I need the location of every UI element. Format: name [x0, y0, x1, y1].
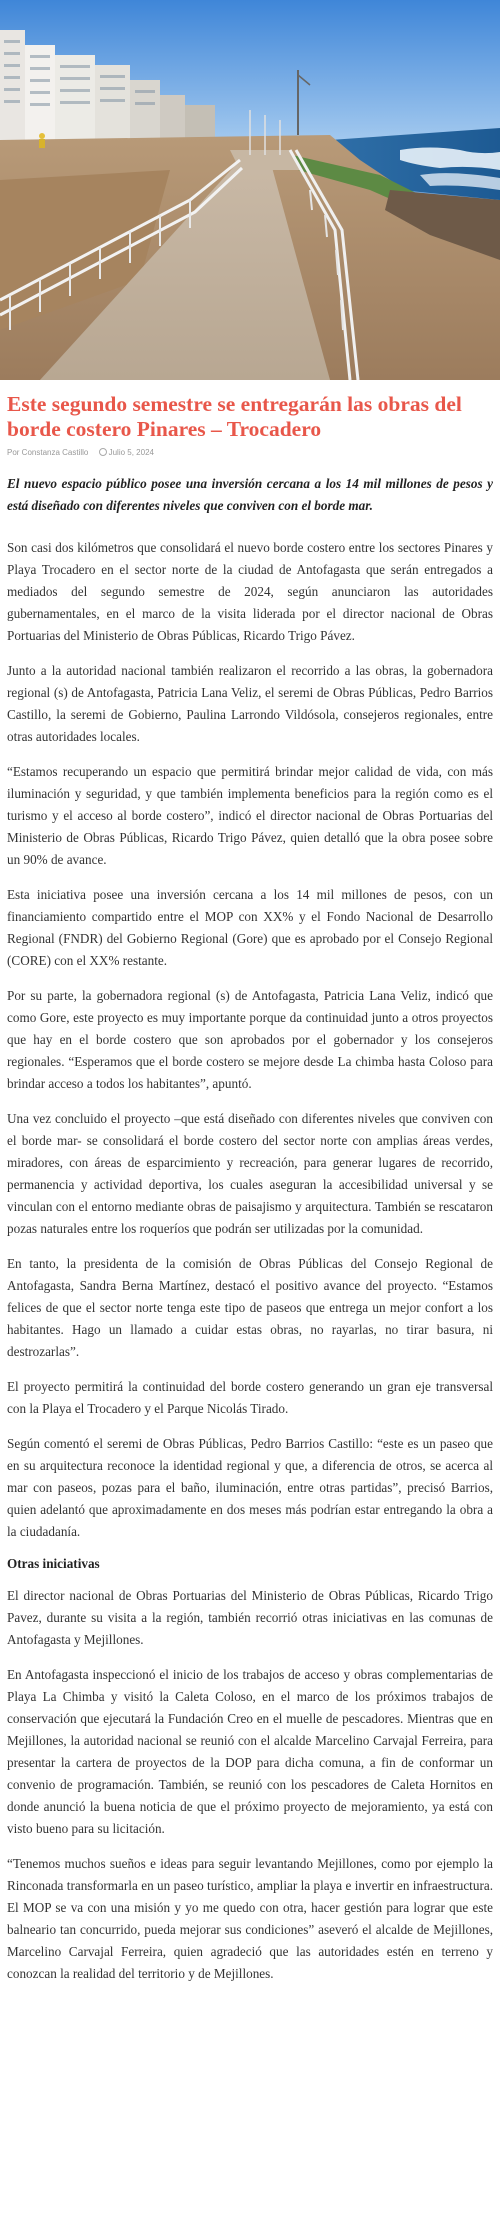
paragraph: Una vez concluido el proyecto –que está diseñado con diferentes niveles que conviven con el borde mar- se consolidará el borde costero del sector norte con amplias áreas verdes, miradores, con áreas de esparcimiento y recreación, para generar lugares de recorrido, permanencia y actividad deportiva, los cuales aseguran la accesibilidad universal y se vinculan con el entorno mediante obras de paisajismo y arquitectura. También se rescataron pozas naturales entre los roqueríos que podrán ser utilizadas por la comunidad.: [7, 1111, 493, 1236]
paragraph: El director nacional de Obras Portuarias del Ministerio de Obras Públicas, Ricardo Trigo Pavez, durante su visita a la región, también recorrió otras iniciativas en las comunas de Antofagasta y Mejillones.: [7, 1588, 493, 1647]
paragraph: Esta iniciativa posee una inversión cercana a los 14 mil millones de pesos, con un financiamiento compartido entre el MOP con XX% y el Fondo Nacional de Desarrollo Regional (FNDR) del Gobierno Regional (Gore) que es aprobado por el Consejo Regional (CORE) con el XX% restante.: [7, 887, 493, 968]
hero-photo: [0, 0, 500, 380]
article-body: [0, 392, 500, 2018]
article-lead: El nuevo espacio público posee una inversión cercana a los 14 mil millones de pesos y está diseñado con diferentes niveles que conviven con el borde mar.: [7, 476, 493, 513]
article-title[interactable]: Este segundo semestre se entregarán las obras del borde costero Pinares – Trocadero: [7, 392, 462, 441]
paragraph: Son casi dos kilómetros que consolidará el nuevo borde costero entre los sectores Pinares y Playa Trocadero en el sector norte de la ciudad de Antofagasta que serán entregados a mediados del segundo semestre de 2024, según anunciaron las autoridades gubernamentales, en el marco de la visita liderada por el director nacional de Obras Portuarias del Ministerio de Obras Públicas, Ricardo Trigo Pávez.: [7, 540, 493, 643]
coastal-promenade-image: [0, 0, 500, 380]
author[interactable]: Por Constanza Castillo: [7, 448, 89, 457]
paragraph: El proyecto permitirá la continuidad del borde costero generando un gran eje transversal con la Playa el Trocadero y el Parque Nicolás Tirado.: [7, 1379, 493, 1416]
date-text: Julio 5, 2024: [108, 448, 154, 457]
paragraph: “Estamos recuperando un espacio que permitirá brindar mejor calidad de vida, con más iluminación y seguridad, y que también implementa beneficios para la región como es el turismo y el acceso al borde costero”, indicó el director nacional de Obras Portuarias del Ministerio de Obras Públicas, Ricardo Trigo Pávez, quien detalló que la obra posee sobre un 90% de avance.: [7, 764, 493, 867]
paragraph: En tanto, la presidenta de la comisión de Obras Públicas del Consejo Regional de Antofagasta, Sandra Berna Martínez, destacó el positivo avance del proyecto. “Estamos felices de que el sector norte tenga este tipo de paseos que entrega un mejor confort a los habitantes. Hago un llamado a cuidar estas obras, no rayarlas, no tirar basura, ni destrozarlas”.: [7, 1256, 493, 1359]
section-heading: Otras iniciativas: [7, 1556, 100, 1571]
paragraph: “Tenemos muchos sueños e ideas para seguir levantando Mejillones, como por ejemplo la Rinconada transformarla en un paseo turístico, ampliar la playa e invertir en infraestructura. El MOP se va con una misión y yo me quedo con otra, hacer gestión para lograr que este balneario tan concurrido, pueda mejorar sus condiciones” aseveró el alcalde de Mejillones, Marcelino Carvajal Ferreira, quien agradeció que las autoridades estén en terreno y conozcan la realidad del territorio y de Mejillones.: [7, 1856, 493, 1981]
paragraph: En Antofagasta inspeccionó el inicio de los trabajos de acceso y obras complementarias de Playa La Chimba y visitó la Caleta Coloso, en el marco de los próximos trabajos de conservación que ejecutará la Fundación Creo en el muelle de pescadores. Mientras que en Mejillones, la autoridad nacional se reunió con el alcalde Marcelino Carvajal Ferreira, para presentar la cartera de proyectos de la DOP para dicha comuna, a fin de conformar un convenio de programación. También, se reunió con los pescadores de Caleta Hornitos en donde anunció la buena noticia de que el próximo proyecto de mejoramiento, ya está con visto bueno para su licitación.: [7, 1667, 493, 1836]
clock-icon: [99, 448, 107, 456]
publish-date: [99, 448, 154, 457]
paragraph: Junto a la autoridad nacional también realizaron el recorrido a las obras, la gobernadora regional (s) de Antofagasta, Patricia Lana Veliz, el seremi de Obras Públicas, Pedro Barrios Castillo, la seremi de Gobierno, Paulina Larrondo Vildósola, consejeros regionales, entre otras autoridades locales.: [7, 663, 493, 744]
paragraph: Por su parte, la gobernadora regional (s) de Antofagasta, Patricia Lana Veliz, indicó que como Gore, este proyecto es muy importante porque da continuidad junto a otros proyectos que hay en el borde costero que son aprobados por el gobernador y los consejeros regionales. “Esperamos que el borde costero se mejore desde La chimba hasta Coloso para brindar acceso a todos los habitantes”, apuntó.: [7, 988, 493, 1091]
article-meta: [7, 448, 493, 457]
paragraph: Según comentó el seremi de Obras Públicas, Pedro Barrios Castillo: “este es un paseo que en su arquitectura reconoce la identidad regional y que, a diferencia de otros, se acerca al mar con paseos, pozas para el baño, iluminación, entre otras partidas”, precisó Barrios, quien adelantó que aproximadamente en dos meses más podrían estar entregando la obra a la ciudadanía.: [7, 1436, 493, 1539]
